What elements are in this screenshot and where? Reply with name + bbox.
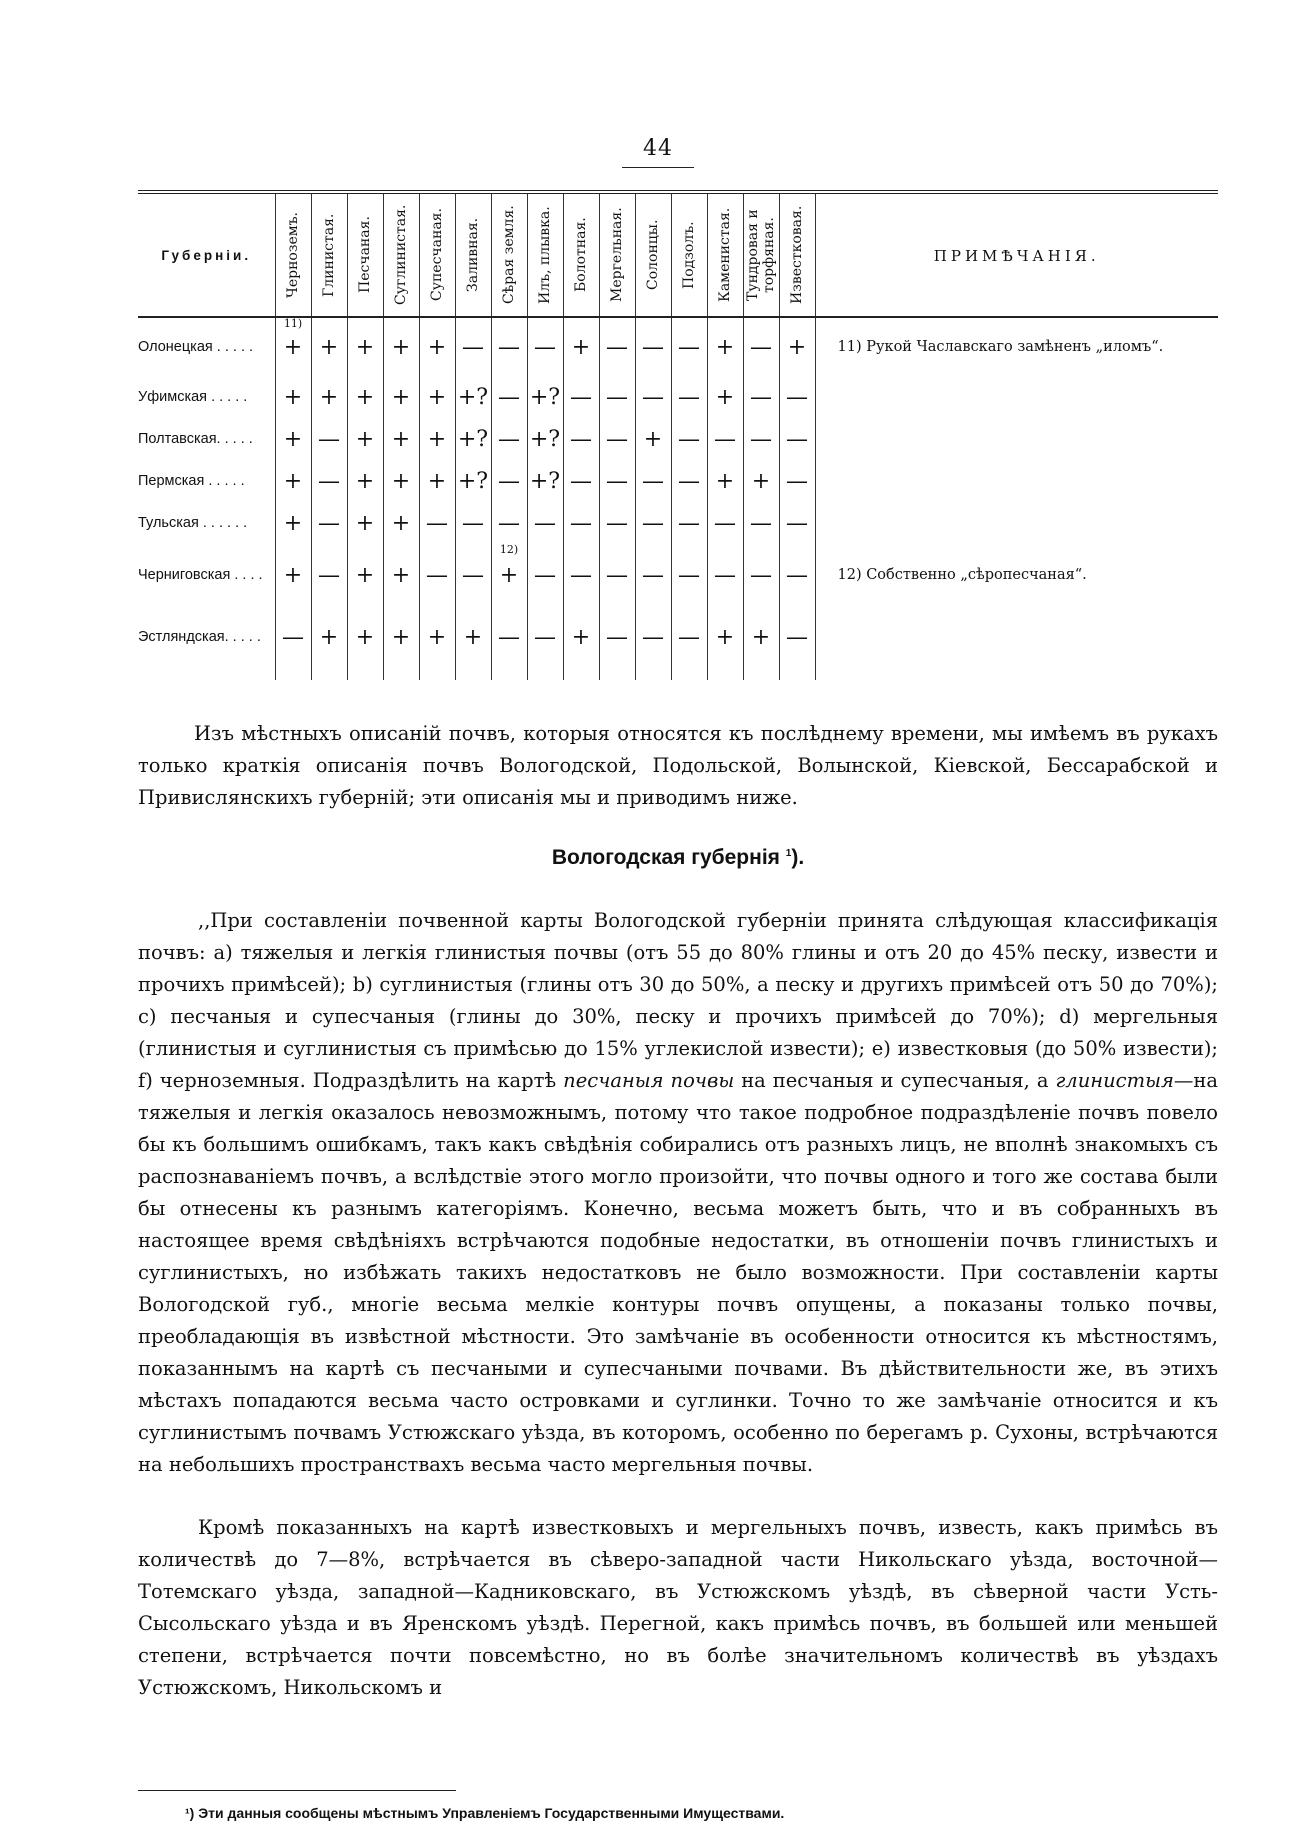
soil-presence-mark: +: [427, 334, 447, 360]
soil-presence-cell: [671, 544, 707, 606]
soil-presence-mark: —: [498, 624, 520, 650]
soil-presence-mark: —: [678, 510, 700, 536]
soil-presence-mark: —: [606, 562, 628, 588]
soil-presence-cell: [491, 606, 527, 680]
soil-presence-cell: [635, 418, 671, 460]
soil-presence-mark: —: [606, 426, 628, 452]
soil-presence-cell: [779, 544, 815, 606]
soil-presence-mark: —: [606, 510, 628, 536]
soil-presence-cell: [563, 376, 599, 418]
soil-presence-cell: [491, 460, 527, 502]
soil-presence-cell: [419, 317, 455, 376]
soil-presence-mark: —: [498, 468, 520, 494]
cell-footnote-mark: 11): [283, 317, 303, 330]
soil-presence-cell: [743, 544, 779, 606]
page-number: 44: [643, 136, 673, 161]
soil-presence-cell: [383, 502, 419, 544]
soil-presence-mark: +: [355, 510, 375, 536]
soil-presence-mark: +: [427, 426, 447, 452]
soil-presence-cell: [491, 502, 527, 544]
soil-presence-cell: [635, 606, 671, 680]
soil-presence-mark: —: [606, 384, 628, 410]
soil-presence-mark: +: [427, 624, 447, 650]
soil-presence-cell: [743, 376, 779, 418]
soil-presence-cell: [311, 606, 347, 680]
soil-presence-cell: [635, 502, 671, 544]
soil-presence-mark: —: [642, 510, 664, 536]
soil-presence-mark: —: [318, 426, 340, 452]
soil-presence-cell: [383, 606, 419, 680]
soil-presence-mark: —: [642, 334, 664, 360]
soil-presence-cell: [527, 502, 563, 544]
soil-presence-cell: [455, 502, 491, 544]
soil-presence-cell: [311, 502, 347, 544]
soil-presence-cell: [635, 317, 671, 376]
soil-column-label: Песчаная.: [357, 216, 373, 294]
soil-presence-cell: [707, 460, 743, 502]
soil-presence-mark: +: [319, 384, 339, 410]
soil-presence-cell: [527, 376, 563, 418]
main-paragraph-emphasis-1: песчаныя почвы: [563, 1069, 735, 1092]
soil-presence-mark: —: [714, 510, 736, 536]
soil-presence-mark: —: [462, 562, 484, 588]
soil-presence-mark: +: [571, 624, 591, 650]
soil-presence-mark: —: [678, 384, 700, 410]
soil-presence-cell: [383, 544, 419, 606]
soil-presence-cell: [419, 418, 455, 460]
soil-presence-cell: [311, 460, 347, 502]
table-row: [138, 376, 1218, 418]
soil-presence-cell: [455, 544, 491, 606]
footnote-rule: [138, 1790, 456, 1791]
soil-presence-cell: [779, 418, 815, 460]
soil-presence-mark: —: [678, 624, 700, 650]
soil-presence-cell: [347, 376, 383, 418]
soil-presence-mark: +: [283, 562, 303, 588]
soil-presence-mark: —: [570, 426, 592, 452]
soil-presence-mark: +?: [457, 384, 489, 410]
soil-column-header: [779, 192, 815, 317]
soil-presence-cell: [779, 376, 815, 418]
soil-presence-mark: +: [391, 334, 411, 360]
soil-presence-mark: —: [642, 624, 664, 650]
soil-presence-mark: —: [642, 384, 664, 410]
soil-column-label: Суглинистая.: [393, 204, 409, 306]
soil-column-header: [671, 192, 707, 317]
soil-presence-cell: [311, 418, 347, 460]
soil-presence-mark: —: [498, 426, 520, 452]
soil-presence-mark: +: [319, 624, 339, 650]
main-paragraph: [138, 905, 1218, 1481]
soil-presence-cell: [383, 418, 419, 460]
row-note: [815, 502, 1218, 544]
soil-presence-mark: +?: [457, 426, 489, 452]
soil-presence-cell: [347, 544, 383, 606]
soil-presence-mark: +: [391, 468, 411, 494]
footnote: ¹) Эти данныя сообщены мѣстнымъ Управленіемъ Государственными Имуществами.: [185, 1805, 785, 1821]
soil-presence-cell: [419, 606, 455, 680]
soil-presence-mark: +: [355, 562, 375, 588]
page-number-rule: [622, 167, 694, 168]
soil-presence-cell: [707, 544, 743, 606]
soil-presence-cell: [707, 418, 743, 460]
soil-presence-mark: +: [355, 334, 375, 360]
intro-paragraph: Изъ мѣстныхъ описаній почвъ, которыя относятся къ послѣднему времени, мы имѣемъ въ рукахъ только краткія описанія почвъ Вологодской, Подольской, Волынской, Кіевской, Бессарабской и Привислянскихъ губерній; эти описанія мы и приводимъ ниже.: [138, 722, 1218, 809]
table-row: [138, 502, 1218, 544]
soil-presence-mark: +: [787, 334, 807, 360]
soil-column-label: Солонцы.: [645, 219, 661, 291]
province-name: Черниговская . . . .: [138, 567, 263, 583]
soil-presence-mark: +: [643, 426, 663, 452]
soil-presence-cell: [419, 460, 455, 502]
table-row: [138, 544, 1218, 606]
soil-column-label: Глинистая.: [321, 213, 337, 297]
soil-column-header: [383, 192, 419, 317]
soil-presence-cell: [599, 418, 635, 460]
notes-header-label: ПРИМѢЧАНІЯ.: [933, 246, 1100, 265]
soil-presence-cell: [383, 376, 419, 418]
soil-presence-cell: [599, 317, 635, 376]
soil-presence-mark: —: [534, 334, 556, 360]
soil-presence-cell: [455, 460, 491, 502]
soil-column-label: Заливная.: [465, 217, 481, 293]
soil-presence-mark: +: [715, 384, 735, 410]
soil-presence-mark: —: [570, 510, 592, 536]
soil-presence-mark: +: [751, 468, 771, 494]
soil-presence-cell: [275, 376, 311, 418]
soil-presence-cell: [671, 606, 707, 680]
soil-presence-mark: —: [606, 468, 628, 494]
soil-presence-cell: [743, 502, 779, 544]
row-note: [815, 376, 1218, 418]
soil-presence-mark: —: [534, 562, 556, 588]
soil-column-label: Каменистая.: [717, 207, 733, 303]
soil-presence-mark: +: [463, 624, 483, 650]
main-paragraph-part-2: на песчаныя и супесчаныя, а: [741, 1069, 1049, 1092]
soil-column-header: [563, 192, 599, 317]
soil-presence-mark: +: [427, 384, 447, 410]
soil-presence-cell: [599, 606, 635, 680]
main-paragraph-emphasis-2: глинистыя: [1055, 1069, 1174, 1092]
row-note: [815, 418, 1218, 460]
soil-presence-mark: +?: [529, 426, 561, 452]
soil-presence-mark: —: [498, 510, 520, 536]
soil-presence-mark: —: [750, 510, 772, 536]
soil-presence-cell: [563, 502, 599, 544]
soil-presence-cell: [671, 502, 707, 544]
soil-presence-mark: +: [355, 468, 375, 494]
soil-presence-mark: —: [678, 468, 700, 494]
soil-presence-cell: [491, 544, 527, 606]
soil-presence-mark: —: [570, 384, 592, 410]
soil-presence-mark: —: [426, 510, 448, 536]
soil-presence-mark: —: [318, 468, 340, 494]
soil-presence-cell: [275, 460, 311, 502]
soil-presence-cell: [671, 460, 707, 502]
soil-presence-cell: [311, 317, 347, 376]
soil-column-header: [743, 192, 779, 317]
soil-presence-cell: [635, 460, 671, 502]
soil-presence-mark: —: [462, 334, 484, 360]
province-name: Эстляндская. . . . .: [138, 629, 261, 645]
soil-presence-mark: —: [750, 384, 772, 410]
soil-presence-cell: [527, 418, 563, 460]
soil-presence-mark: —: [318, 510, 340, 536]
soil-presence-mark: —: [786, 624, 808, 650]
soil-presence-cell: [779, 502, 815, 544]
row-note: 11) Рукой Чаславскаго замѣненъ „иломъ“.: [815, 317, 1218, 376]
soil-presence-mark: +: [499, 562, 519, 588]
soil-presence-mark: —: [318, 562, 340, 588]
soil-presence-cell: [275, 502, 311, 544]
row-note: [815, 606, 1218, 680]
soil-presence-cell: [419, 376, 455, 418]
soil-presence-mark: —: [642, 468, 664, 494]
soil-presence-cell: [671, 418, 707, 460]
soil-presence-mark: +: [715, 468, 735, 494]
soil-presence-mark: +: [355, 384, 375, 410]
soil-presence-cell: [347, 317, 383, 376]
soil-presence-cell: [743, 418, 779, 460]
soil-presence-cell: [779, 460, 815, 502]
soil-presence-mark: +: [283, 334, 303, 360]
soil-presence-cell: [671, 317, 707, 376]
soil-column-header: [419, 192, 455, 317]
soil-presence-mark: —: [282, 624, 304, 650]
soil-presence-mark: +: [751, 624, 771, 650]
main-paragraph-part-1: ,,При составленіи почвенной карты Вологодской губерніи принята слѣдующая классификація почвъ: a) тяжелыя и легкія глинистыя почвы (отъ 55 до 80% глины и отъ 20 до 45% песку, извести и прочихъ примѣсей); b) суглинистыя (глины отъ 30 до 50%, а песку и другихъ примѣсей отъ 50 до 70%); c) песчаныя и супесчаныя (глины до 30%, песку и прочихъ примѣсей до 70%); d) мергельныя (глинистыя и суглинистыя съ примѣсью до 15% углекислой извести); e) известковыя (до 50% извести); f) черноземныя. Подраздѣлить на картѣ: [138, 909, 1218, 1092]
soil-presence-mark: +: [355, 426, 375, 452]
soil-column-header: [311, 192, 347, 317]
soil-presence-mark: —: [786, 562, 808, 588]
soil-presence-mark: —: [786, 468, 808, 494]
soil-column-header: [491, 192, 527, 317]
soil-presence-mark: +: [283, 468, 303, 494]
soil-presence-mark: —: [678, 562, 700, 588]
soil-presence-cell: [779, 606, 815, 680]
soil-presence-mark: +: [283, 384, 303, 410]
table-row: [138, 418, 1218, 460]
soil-presence-cell: [419, 502, 455, 544]
soil-column-header: [635, 192, 671, 317]
row-note: [815, 460, 1218, 502]
province-name: Полтавская. . . . .: [138, 431, 253, 447]
soil-presence-mark: +: [715, 334, 735, 360]
soil-presence-cell: [635, 376, 671, 418]
row-note: 12) Собственно „сѣропесчаная“.: [815, 544, 1218, 606]
soil-presence-mark: +: [571, 334, 591, 360]
soil-presence-mark: —: [714, 426, 736, 452]
soil-column-label: Болотная.: [573, 217, 589, 293]
soil-presence-cell: [779, 317, 815, 376]
soil-column-header: [599, 192, 635, 317]
soil-presence-cell: [563, 544, 599, 606]
soil-presence-cell: [347, 460, 383, 502]
soil-presence-cell: [347, 418, 383, 460]
soil-presence-mark: +: [391, 384, 411, 410]
soil-column-label: Супесчаная.: [429, 208, 445, 302]
soil-presence-cell: [527, 460, 563, 502]
soil-presence-mark: +?: [457, 468, 489, 494]
soil-presence-cell: [707, 606, 743, 680]
soil-column-header: [455, 192, 491, 317]
soil-column-label: Мергельная.: [609, 207, 625, 303]
second-paragraph: Кромѣ показанныхъ на картѣ известковыхъ и мергельныхъ почвъ, известь, какъ примѣсь въ количествѣ до 7—8%, встрѣчается въ сѣверо-западной части Никольскаго уѣзда, восточной—Тотемскаго уѣзда, западной—Кадниковскаго, въ Устюжскомъ уѣздѣ, въ сѣверной части Усть-Сысольскаго уѣзда и въ Яренскомъ уѣздѣ. Перегной, какъ примѣсь почвъ, въ большей или меньшей степени, встрѣчается почти повсемѣстно, но въ болѣе значительномъ количествѣ въ уѣздахъ Устюжскомъ, Никольскомъ и: [138, 1516, 1218, 1699]
section-title-suffix: ).: [791, 846, 805, 869]
soil-presence-cell: [707, 317, 743, 376]
soil-presence-mark: +: [391, 426, 411, 452]
province-name: Олонецкая . . . . .: [138, 339, 254, 355]
soil-presence-mark: +?: [529, 468, 561, 494]
soil-presence-cell: [455, 606, 491, 680]
soil-presence-cell: [635, 544, 671, 606]
province-name: Пермская . . . . .: [138, 473, 245, 489]
soil-presence-mark: —: [678, 426, 700, 452]
soil-presence-cell: [311, 376, 347, 418]
soil-column-header: [275, 192, 311, 317]
soil-presence-cell: [275, 606, 311, 680]
soil-presence-mark: +: [427, 468, 447, 494]
soil-presence-mark: —: [534, 624, 556, 650]
soil-presence-mark: —: [750, 334, 772, 360]
soil-presence-cell: [527, 544, 563, 606]
soil-presence-cell: [419, 544, 455, 606]
soil-presence-cell: [707, 502, 743, 544]
soil-presence-cell: [491, 376, 527, 418]
soil-presence-cell: [599, 544, 635, 606]
soil-column-label: Черноземъ.: [285, 212, 301, 298]
soil-distribution-table: [138, 190, 1218, 680]
soil-column-header: [347, 192, 383, 317]
soil-presence-mark: +: [283, 426, 303, 452]
soil-column-header: [527, 192, 563, 317]
section-title: [138, 846, 1218, 870]
cell-footnote-mark: 12): [499, 543, 519, 556]
soil-presence-mark: +?: [529, 384, 561, 410]
soil-presence-cell: [599, 376, 635, 418]
soil-presence-mark: —: [678, 334, 700, 360]
soil-presence-cell: [347, 606, 383, 680]
soil-presence-cell: [455, 418, 491, 460]
soil-presence-cell: [275, 317, 311, 376]
soil-presence-cell: [383, 317, 419, 376]
soil-presence-cell: [563, 317, 599, 376]
soil-presence-cell: [599, 502, 635, 544]
soil-presence-cell: [275, 544, 311, 606]
soil-table-body: [138, 317, 1218, 680]
province-name: Уфимская . . . . .: [138, 389, 248, 405]
soil-presence-mark: —: [498, 384, 520, 410]
soil-presence-cell: [527, 606, 563, 680]
soil-presence-mark: —: [570, 562, 592, 588]
soil-presence-mark: —: [426, 562, 448, 588]
soil-presence-cell: [707, 376, 743, 418]
soil-presence-mark: —: [786, 426, 808, 452]
soil-presence-cell: [599, 460, 635, 502]
soil-presence-cell: [671, 376, 707, 418]
soil-presence-cell: [383, 460, 419, 502]
soil-presence-mark: —: [606, 624, 628, 650]
soil-presence-cell: [455, 376, 491, 418]
table-row: [138, 606, 1218, 680]
soil-presence-mark: +: [355, 624, 375, 650]
soil-presence-mark: +: [715, 624, 735, 650]
soil-presence-mark: —: [714, 562, 736, 588]
soil-presence-cell: [347, 502, 383, 544]
soil-presence-mark: —: [750, 562, 772, 588]
main-paragraph-part-3: —на тяжелыя и легкія оказалось невозможнымъ, потому что такое подробное подраздѣленіе почвъ повело бы къ большимъ ошибкамъ, такъ какъ свѣдѣнія собирались отъ разныхъ лицъ, не вполнѣ знакомыхъ съ распознаваніемъ почвъ, а вслѣдствіе этого могло произойти, что почвы одного и того же состава были бы отнесены къ разнымъ категоріямъ. Конечно, весьма можетъ быть, что и въ собранныхъ въ настоящее время свѣдѣніяхъ встрѣчаются подобные недостатки, въ отношеніи почвъ глинистыхъ и суглинистыхъ, но избѣжать такихъ недостатковъ не было возможности. При составленіи карты Вологодской губ., многіе весьма мелкіе контуры почвъ опущены, а показаны только почвы, преобладающія въ извѣстной мѣстности. Это замѣчаніе въ особенности относится къ мѣстностямъ, показаннымъ на картѣ съ песчаными и супесчаными почвами. Въ дѣйствительности же, въ этихъ мѣстахъ попадаются весьма часто островками и суглинки. Точно то же замѣчаніе относится и къ суглинистымъ почвамъ Устюжскаго уѣзда, въ которомъ, особенно по берегамъ р. Сухоны, встрѣчаются на небольшихъ пространствахъ весьма часто мергельныя почвы.: [138, 1069, 1219, 1476]
soil-presence-cell: [527, 317, 563, 376]
soil-presence-mark: +: [319, 334, 339, 360]
soil-column-label: Подзолъ.: [681, 221, 697, 289]
section-footnote-mark: 1: [785, 848, 792, 859]
soil-presence-mark: —: [642, 562, 664, 588]
table-row: [138, 317, 1218, 376]
soil-column-label: Известковая.: [789, 205, 805, 305]
soil-presence-mark: —: [786, 510, 808, 536]
soil-presence-mark: —: [606, 334, 628, 360]
soil-column-label: Тундровая и торфяная.: [745, 209, 777, 301]
soil-presence-cell: [563, 418, 599, 460]
section-title-text: Вологодская губернія: [551, 846, 780, 869]
soil-presence-cell: [563, 606, 599, 680]
soil-presence-cell: [743, 460, 779, 502]
table-header-row: [138, 192, 1218, 317]
soil-presence-mark: +: [391, 562, 411, 588]
soil-column-label: Илъ, плывка.: [537, 206, 553, 304]
soil-presence-cell: [491, 317, 527, 376]
soil-presence-cell: [275, 418, 311, 460]
soil-presence-cell: [311, 544, 347, 606]
notes-column-header: [815, 192, 1218, 317]
soil-presence-cell: [491, 418, 527, 460]
soil-presence-mark: —: [498, 334, 520, 360]
soil-presence-mark: —: [750, 426, 772, 452]
soil-presence-mark: —: [534, 510, 556, 536]
soil-presence-cell: [563, 460, 599, 502]
province-column-header: Губерніи.: [138, 192, 275, 317]
soil-presence-cell: [743, 317, 779, 376]
soil-presence-cell: [743, 606, 779, 680]
soil-presence-mark: +: [391, 624, 411, 650]
soil-presence-mark: +: [391, 510, 411, 536]
soil-presence-mark: —: [462, 510, 484, 536]
table-row: [138, 460, 1218, 502]
soil-column-label: Сѣрая земля.: [501, 205, 517, 305]
soil-presence-mark: —: [570, 468, 592, 494]
soil-presence-cell: [455, 317, 491, 376]
soil-presence-mark: —: [786, 384, 808, 410]
soil-column-header: [707, 192, 743, 317]
province-name: Тульская . . . . . .: [138, 515, 248, 531]
soil-presence-mark: +: [283, 510, 303, 536]
